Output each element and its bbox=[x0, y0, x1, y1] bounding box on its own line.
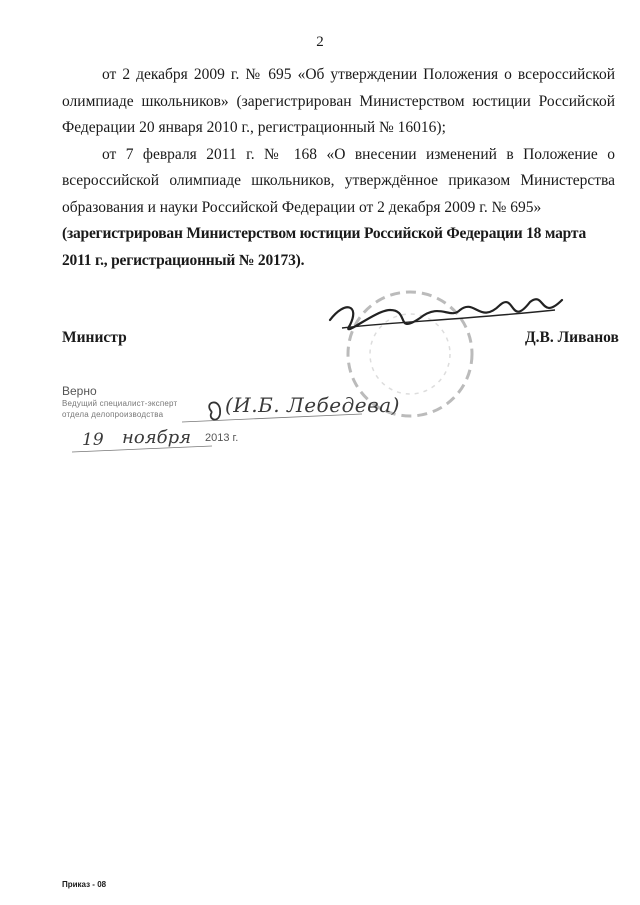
certifier-signature bbox=[209, 402, 220, 419]
paragraph-decree-168: от 7 февраля 2011 г. № 168 «О внесении изменений в Положение о всероссийской олимпиаде школьников, утверждённое приказом Министерства образования и науки Российской Федерации от 2 декабря 2009 г. № 695» bbox=[62, 145, 615, 216]
minister-name: Д.В. Ливанов bbox=[525, 329, 619, 346]
certification-date-month: ноября bbox=[122, 427, 192, 448]
minister-title: Министр bbox=[62, 329, 127, 346]
certification-date-year: 2013 г. bbox=[205, 432, 239, 444]
certifier-name: (И.Б. Лебедева) bbox=[225, 393, 400, 417]
footer-label: Приказ - 08 bbox=[62, 880, 107, 889]
certification-date-day: 19 bbox=[82, 430, 104, 450]
certification-label: Верно bbox=[62, 384, 97, 398]
certification-department: отдела делопроизводства bbox=[62, 410, 164, 419]
signature-stroke bbox=[330, 299, 562, 329]
paragraph-registration-20173: (зарегистрирован Министерством юстиции Российской Федерации 18 марта 2011 г., регистрационный № 20173). bbox=[62, 225, 587, 269]
page-number: 2 bbox=[316, 34, 324, 50]
certification-position: Ведущий специалист-эксперт bbox=[62, 399, 178, 408]
paragraph-decree-695: от 2 декабря 2009 г. № 695 «Об утверждении Положения о всероссийской олимпиаде школьников» (зарегистрирован Министерством юстиции Российской Федерации 20 января 2010 г., регистрационный № 16016); bbox=[62, 66, 615, 136]
document-body bbox=[62, 62, 615, 274]
